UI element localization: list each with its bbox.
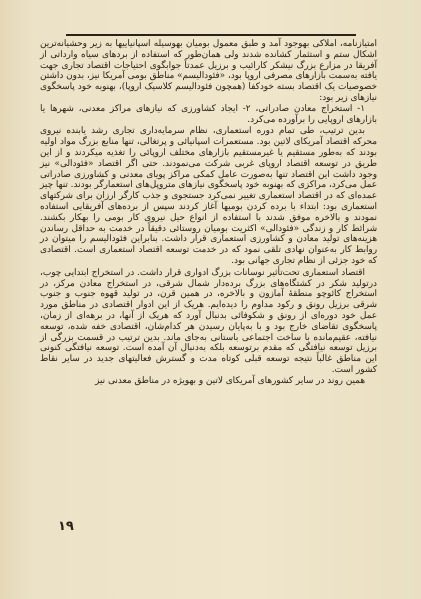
header-rule (66, 34, 356, 36)
paragraph: اقتصاد استعماری تحت‌تأثیر نوسانات بزرگ ادواری قرار داشت. در استخراج ابتدایی چوب، درتولید شکر در کشتگاه‌های بزرگ برده‌دار شمال شرقی، در استخراج معادن مرکز، در استخراج کائوچو منطقهٔ آمازون و بالاخره، در همین قرن، در تولید قهوه جنوب و جنوب شرقی برزیل رونق و رکود مداوم را دیده‌ایم. هریک از این ادوار اقتصادی در مناطق مورد عمل خود دوره‌ای از رونق و شکوفائی بدنبال آورد که هریک از آنها، در برهه‌ای از زمان، پاسخگوی تقاضای خارج بود و با به‌پایان رسیدن هر کدام‌شان، اقتصادی خفه شده، توسعه نیافته، عقیم‌مانده با ساخت اجتماعی باستانی به‌جای ماند. بدین ترتیب در قسمت بزرگی از برزیل توسعه نیافتگی که مقدم برتوسعه بلکه به‌دنبال آن آمده است. توسعه نیافتگی کنونی این مناطق غالباً نتیجه توسعه قبلی کوتاه مدت و گسترش فعالیتهای جدید در سایر نقاط کشور است. (40, 267, 377, 375)
paragraph: بدین ترتیب، طی تمام دوره استعماری، نظام سرمایه‌داری تجاری رشد یابنده نیروی محرکه اقتصاد آمریکای لاتین بود. مستعمرات اسپانیائی و پرتغالی، تنها منابع بزرگ مواد اولیه بودند که به‌طور مستقیم یا غیرمستقیم بازارهای مختلف اروپائی را تغذیه میکردند و از این طریق در توسعه اقتصاد اروپای غربی شرکت می‌نمودند. حتی اگر اقتصاد «فئودالی» نیز وجود داشت این اقتصاد تنها به‌صورت عامل کمکی مراکز پویای معدنی و کشاورزی صادراتی عمل می‌کرد، مراکزی که بهنوبه خود پاسخگوی نیازهای متروپل‌های استعمارگر بودند. تنها چیز عمده‌ای که در اقتصاد استعماری تغییر نمی‌کرد جستجوی و جذب کارگر ارزان برای شرکتهای استعماری بود: ابتداء با برده کردن بومیها آغاز کردند سپس از برده‌های آفریقایی استفاده نمودند و بالاخره موفق شدند با استفاده از انواع حیل نیروی کار بومی را بهکار بکشند. شرائط کار و زندگی «فئودالی» اکثریت بومیان روستائی دقیقاً در خدمت به حداقل رساندن هزینه‌های تولید معادن و کشاورزی استعماری قرار داشت. بنابراین فئودالیسم را میتوان در روابط کار به‌عنوان نهادی تلقی نمود که در خدمت توسعه اقتصاد استعماری است. اقتصادی که خود جزئی از نظام تجاری جهانی بود. (40, 126, 377, 266)
paragraph: ۱- استخراج معادن صادراتی، ۲- ایجاد کشاورزی که نیازهای مراکز معدنی، شهرها یا بازارهای اروپایی را برآورده می‌کرد. (40, 103, 377, 125)
body-text (40, 39, 377, 387)
page-number: ۱۹ (58, 519, 74, 534)
paragraph: همین روند در سایر کشورهای آمریکای لاتین و بهویژه در مناطق معدنی نیز (95, 375, 365, 386)
paragraph: امتیازنامه، املاکی بهوجود آمد و طبق معمول بومیان بهوسیله اسپانیاییها به زیر وحشیانه‌ترین اشکال ستم و استثمار کشانده شدند ولی همان‌طور که استفاده از بردهای سیاه وارداتی از آفریقا در مزارع بزرگ نیشکر کارائیب و برزیل عمدتاً جوابگوی احتیاجات اقتصاد تجاری جهت یافته به‌سمت بازارهای مصرفی اروپا بود، «فئودالیسم» مناطق بومی آمریکا نیز، بدون داشتن خصوصیات یک اقتصاد بسته خودکفا (همچون فئودالیسم کلاسیک اروپا)، بهنوبه خود پاسخگوی نیازهای زیر بود: (40, 39, 377, 103)
